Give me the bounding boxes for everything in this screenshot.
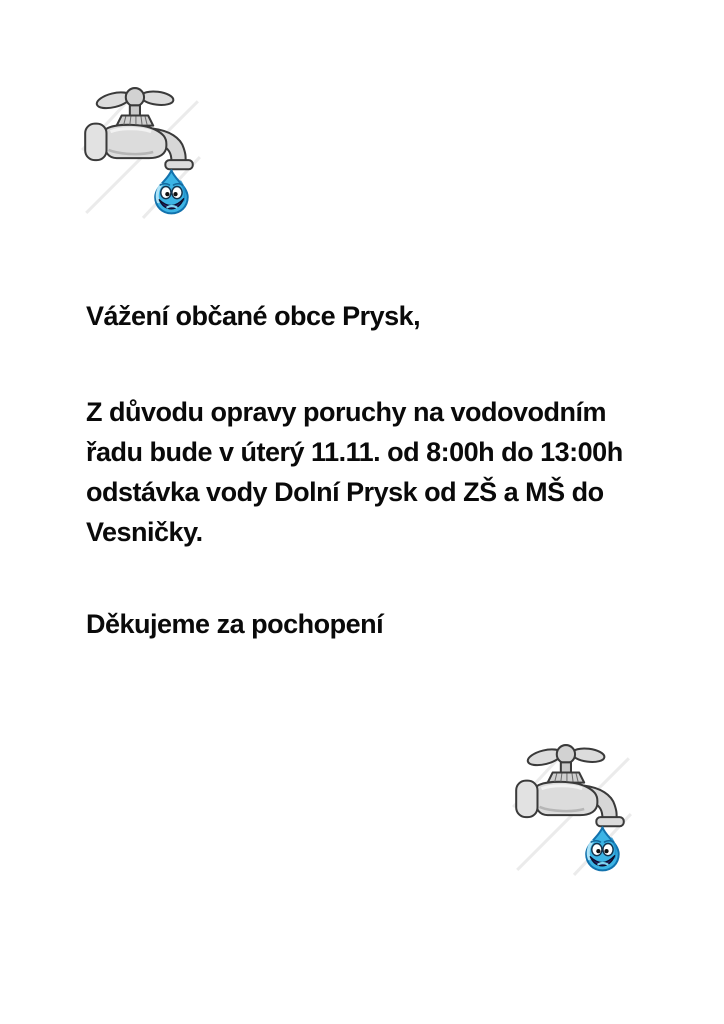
faucet-drip-icon bbox=[511, 740, 633, 877]
dripping-faucet-illustration-top bbox=[80, 83, 202, 220]
faucet-drip-icon bbox=[80, 83, 202, 220]
notice-body-line-4: Vesničky. bbox=[86, 517, 203, 547]
notice-body-line-3: odstávka vody Dolní Prysk od ZŠ a MŠ do bbox=[86, 477, 604, 507]
notice-body-line-2: řadu bude v úterý 11.11. od 8:00h do 13:00h bbox=[86, 437, 623, 467]
closing-text: Děkujeme za pochopení bbox=[86, 609, 384, 639]
notice-body-line-1: Z důvodu opravy poruchy na vodovodním bbox=[86, 397, 607, 427]
greeting-text: Vážení občané obce Prysk, bbox=[86, 301, 421, 331]
dripping-faucet-illustration-bottom bbox=[511, 740, 633, 877]
notice-body bbox=[86, 392, 623, 552]
